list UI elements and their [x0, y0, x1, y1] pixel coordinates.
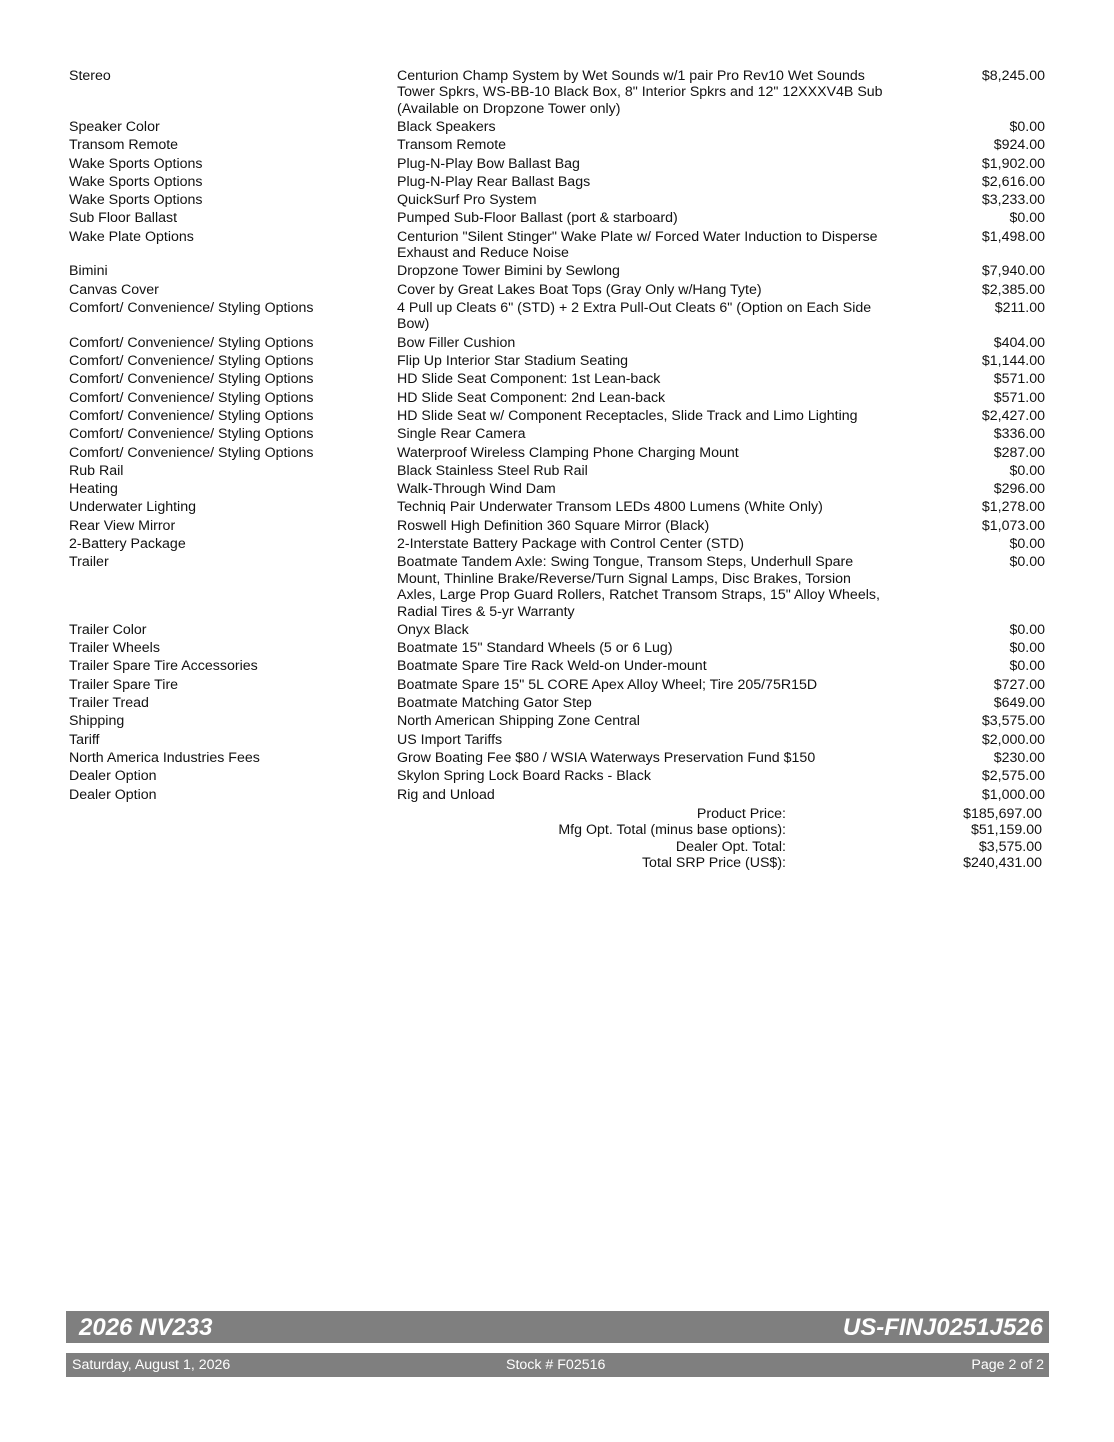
- option-category: Sub Floor Ballast: [69, 210, 178, 227]
- option-row: [69, 351, 1049, 369]
- print-date: Saturday, August 1, 2026: [72, 1357, 231, 1373]
- option-price: $1,144.00: [981, 353, 1045, 370]
- option-description: Waterproof Wireless Clamping Phone Charging Mount: [397, 444, 739, 461]
- option-row: [69, 675, 1049, 693]
- option-row: [69, 498, 1049, 516]
- option-price: $1,498.00: [981, 228, 1045, 245]
- total-label: Mfg Opt. Total (minus base options):: [558, 822, 786, 839]
- option-category: Rub Rail: [69, 462, 124, 479]
- option-price: $2,575.00: [981, 768, 1045, 785]
- option-price: $3,233.00: [981, 192, 1045, 209]
- option-price: $2,385.00: [981, 281, 1045, 298]
- option-row: [69, 66, 1049, 117]
- option-description: Plug-N-Play Rear Ballast Bags: [397, 173, 591, 190]
- option-category: Dealer Option: [69, 786, 157, 803]
- option-description: Grow Boating Fee $80 / WSIA Waterways Preservation Fund $150: [397, 749, 816, 766]
- option-price: $0.00: [1009, 119, 1045, 135]
- option-description: Centurion "Silent Stinger" Wake Plate w/ Forced Water Induction to Disperse Exhaust and Reduce Noise: [397, 228, 878, 262]
- option-price: $1,902.00: [981, 155, 1045, 172]
- hull-id: US-FINJ0251J526: [842, 1314, 1043, 1341]
- option-category: Shipping: [69, 713, 125, 730]
- total-row: [400, 822, 1045, 838]
- option-price: $7,940.00: [981, 263, 1045, 280]
- option-description: QuickSurf Pro System: [397, 192, 537, 209]
- option-row: [69, 693, 1049, 711]
- option-price: $296.00: [993, 481, 1045, 498]
- model-name: 2026 NV233: [79, 1314, 213, 1341]
- option-description: Flip Up Interior Star Stadium Seating: [397, 353, 629, 370]
- option-price: $230.00: [993, 749, 1045, 766]
- option-category: Comfort/ Convenience/ Styling Options: [69, 426, 314, 443]
- option-price: $336.00: [993, 426, 1045, 443]
- option-row: [69, 424, 1049, 442]
- option-description: HD Slide Seat Component: 2nd Lean-back: [397, 389, 666, 406]
- option-description: Onyx Black: [397, 621, 469, 638]
- option-category: Wake Plate Options: [69, 228, 194, 245]
- option-price: $649.00: [993, 695, 1045, 712]
- option-description: 4 Pull up Cleats 6" (STD) + 2 Extra Pull-Out Cleats 6" (Option on Each Side Bow): [397, 300, 872, 333]
- option-category: Speaker Color: [69, 119, 160, 135]
- total-value: $185,697.00: [963, 806, 1042, 822]
- footer-info-bar: [66, 1353, 1049, 1377]
- option-row: [69, 552, 1049, 620]
- option-row: [69, 479, 1049, 497]
- option-row: [69, 461, 1049, 479]
- option-category: Wake Sports Options: [69, 155, 203, 172]
- option-row: [69, 190, 1049, 208]
- total-row: [400, 839, 1045, 855]
- stock-number: Stock # F02516: [506, 1357, 606, 1373]
- option-category: Trailer Wheels: [69, 640, 160, 657]
- option-row: [69, 172, 1049, 190]
- option-row: [69, 262, 1049, 280]
- option-description: HD Slide Seat w/ Component Receptacles, Slide Track and Limo Lighting: [397, 407, 858, 424]
- total-label: Dealer Opt. Total:: [675, 838, 786, 855]
- total-label: Product Price:: [696, 806, 786, 822]
- option-description: Plug-N-Play Bow Ballast Bag: [397, 155, 580, 172]
- option-category: Dealer Option: [69, 768, 157, 785]
- option-category: Comfort/ Convenience/ Styling Options: [69, 444, 314, 461]
- option-description: Transom Remote: [397, 137, 507, 154]
- option-row: [69, 785, 1049, 803]
- option-description: Boatmate Matching Gator Step: [397, 695, 592, 712]
- footer-banner: [66, 1311, 1049, 1343]
- total-value: $3,575.00: [978, 838, 1042, 855]
- option-description: Single Rear Camera: [397, 426, 526, 443]
- option-category: Wake Sports Options: [69, 192, 203, 209]
- option-row: [69, 766, 1049, 784]
- option-category: Trailer Tread: [69, 695, 149, 712]
- option-category: Trailer Spare Tire: [69, 676, 179, 693]
- option-description: Roswell High Definition 360 Square Mirror (Black): [397, 517, 710, 534]
- option-category: Trailer: [69, 554, 109, 571]
- option-category: Transom Remote: [69, 137, 179, 154]
- option-description: Boatmate Tandem Axle: Swing Tongue, Transom Steps, Underhull Spare Mount, Thinline Brake/Reverse/Turn Signal Lamps, Disc Brakes, Torsion Axles, Large Prop Guard Rollers, Ratchet Transom Straps, 15" Alloy Wheels, Radial Tires & 5-yr Warranty: [397, 554, 880, 620]
- option-row: [69, 227, 1049, 262]
- option-category: Comfort/ Convenience/ Styling Options: [69, 334, 314, 351]
- total-value: $240,431.00: [963, 855, 1042, 872]
- option-description: Boatmate Spare 15" 5L CORE Apex Alloy Wheel; Tire 205/75R15D: [397, 676, 818, 693]
- option-row: [69, 443, 1049, 461]
- option-row: [69, 534, 1049, 552]
- option-price: $0.00: [1009, 554, 1045, 571]
- option-row: [69, 406, 1049, 424]
- option-description: 2-Interstate Battery Package with Control Center (STD): [397, 536, 744, 553]
- options-table: [69, 66, 1049, 803]
- option-price: $0.00: [1009, 462, 1045, 479]
- option-row: [69, 369, 1049, 387]
- option-category: Comfort/ Convenience/ Styling Options: [69, 407, 314, 424]
- option-category: North America Industries Fees: [69, 749, 260, 766]
- option-row: [69, 280, 1049, 298]
- option-description: Bow Filler Cushion: [397, 334, 516, 351]
- option-category: Comfort/ Convenience/ Styling Options: [69, 389, 314, 406]
- option-price: $8,245.00: [981, 67, 1045, 84]
- option-row: [69, 638, 1049, 656]
- page-number: Page 2 of 2: [971, 1357, 1044, 1373]
- total-row: [400, 806, 1045, 822]
- option-row: [69, 730, 1049, 748]
- totals-block: [400, 806, 1045, 872]
- option-price: $1,278.00: [981, 499, 1045, 516]
- option-price: $1,073.00: [981, 517, 1045, 534]
- option-row: [69, 748, 1049, 766]
- option-row: [69, 388, 1049, 406]
- option-row: [69, 620, 1049, 638]
- option-price: $924.00: [993, 137, 1045, 154]
- option-category: Trailer Spare Tire Accessories: [69, 658, 258, 675]
- option-description: Boatmate 15" Standard Wheels (5 or 6 Lug): [397, 640, 673, 657]
- option-description: Rig and Unload: [397, 786, 495, 803]
- option-price: $0.00: [1009, 640, 1045, 657]
- option-description: Boatmate Spare Tire Rack Weld-on Under-mount: [397, 658, 707, 675]
- option-description: Pumped Sub-Floor Ballast (port & starboard): [397, 210, 678, 227]
- option-category: Heating: [69, 481, 118, 498]
- option-category: Comfort/ Convenience/ Styling Options: [69, 300, 314, 317]
- option-category: Rear View Mirror: [69, 517, 176, 534]
- option-price: $287.00: [993, 444, 1045, 461]
- option-description: US Import Tariffs: [397, 731, 503, 748]
- option-price: $0.00: [1009, 210, 1045, 227]
- option-price: $1,000.00: [981, 786, 1045, 803]
- option-category: Canvas Cover: [69, 281, 159, 298]
- option-category: Trailer Color: [69, 621, 147, 638]
- option-price: $0.00: [1009, 536, 1045, 553]
- option-price: $404.00: [993, 334, 1045, 351]
- option-description: Cover by Great Lakes Boat Tops (Gray Only w/Hang Tyte): [397, 281, 762, 298]
- option-row: [69, 298, 1049, 333]
- option-price: $2,000.00: [981, 731, 1045, 748]
- option-price: $0.00: [1009, 658, 1045, 675]
- option-category: Stereo: [69, 67, 111, 84]
- option-row: [69, 135, 1049, 153]
- option-price: $571.00: [993, 371, 1045, 388]
- option-price: $727.00: [993, 676, 1045, 693]
- option-description: Black Stainless Steel Rub Rail: [397, 462, 588, 479]
- option-price: $571.00: [993, 389, 1045, 406]
- option-description: Walk-Through Wind Dam: [397, 481, 556, 498]
- option-category: Comfort/ Convenience/ Styling Options: [69, 353, 314, 370]
- option-description: Black Speakers: [397, 119, 496, 135]
- option-price: $3,575.00: [981, 713, 1045, 730]
- total-label: Total SRP Price (US$):: [641, 855, 786, 872]
- option-price: $0.00: [1009, 621, 1045, 638]
- option-category: Underwater Lighting: [69, 499, 196, 516]
- total-row: [400, 855, 1045, 871]
- option-category: 2-Battery Package: [69, 536, 186, 553]
- option-row: [69, 711, 1049, 729]
- option-description: HD Slide Seat Component: 1st Lean-back: [397, 371, 661, 388]
- option-row: [69, 117, 1049, 135]
- option-row: [69, 333, 1049, 351]
- option-description: Centurion Champ System by Wet Sounds w/1 pair Pro Rev10 Wet Sounds Tower Spkrs, WS-BB-10 Black Box, 8" Interior Spkrs and 12" 12XXXV4B Sub (Available on Dropzone Tower only): [397, 67, 883, 117]
- option-price: $2,427.00: [981, 407, 1045, 424]
- option-description: Techniq Pair Underwater Transom LEDs 4800 Lumens (White Only): [397, 499, 823, 516]
- option-row: [69, 154, 1049, 172]
- option-description: Skylon Spring Lock Board Racks - Black: [397, 768, 651, 785]
- option-row: [69, 657, 1049, 675]
- total-value: $51,159.00: [970, 822, 1042, 839]
- option-row: [69, 516, 1049, 534]
- option-price: $211.00: [994, 300, 1045, 317]
- option-row: [69, 209, 1049, 227]
- option-category: Bimini: [69, 263, 108, 280]
- option-category: Comfort/ Convenience/ Styling Options: [69, 371, 314, 388]
- option-category: Tariff: [69, 731, 100, 748]
- option-price: $2,616.00: [981, 173, 1045, 190]
- option-description: North American Shipping Zone Central: [397, 713, 640, 730]
- option-description: Dropzone Tower Bimini by Sewlong: [397, 263, 620, 280]
- option-category: Wake Sports Options: [69, 173, 203, 190]
